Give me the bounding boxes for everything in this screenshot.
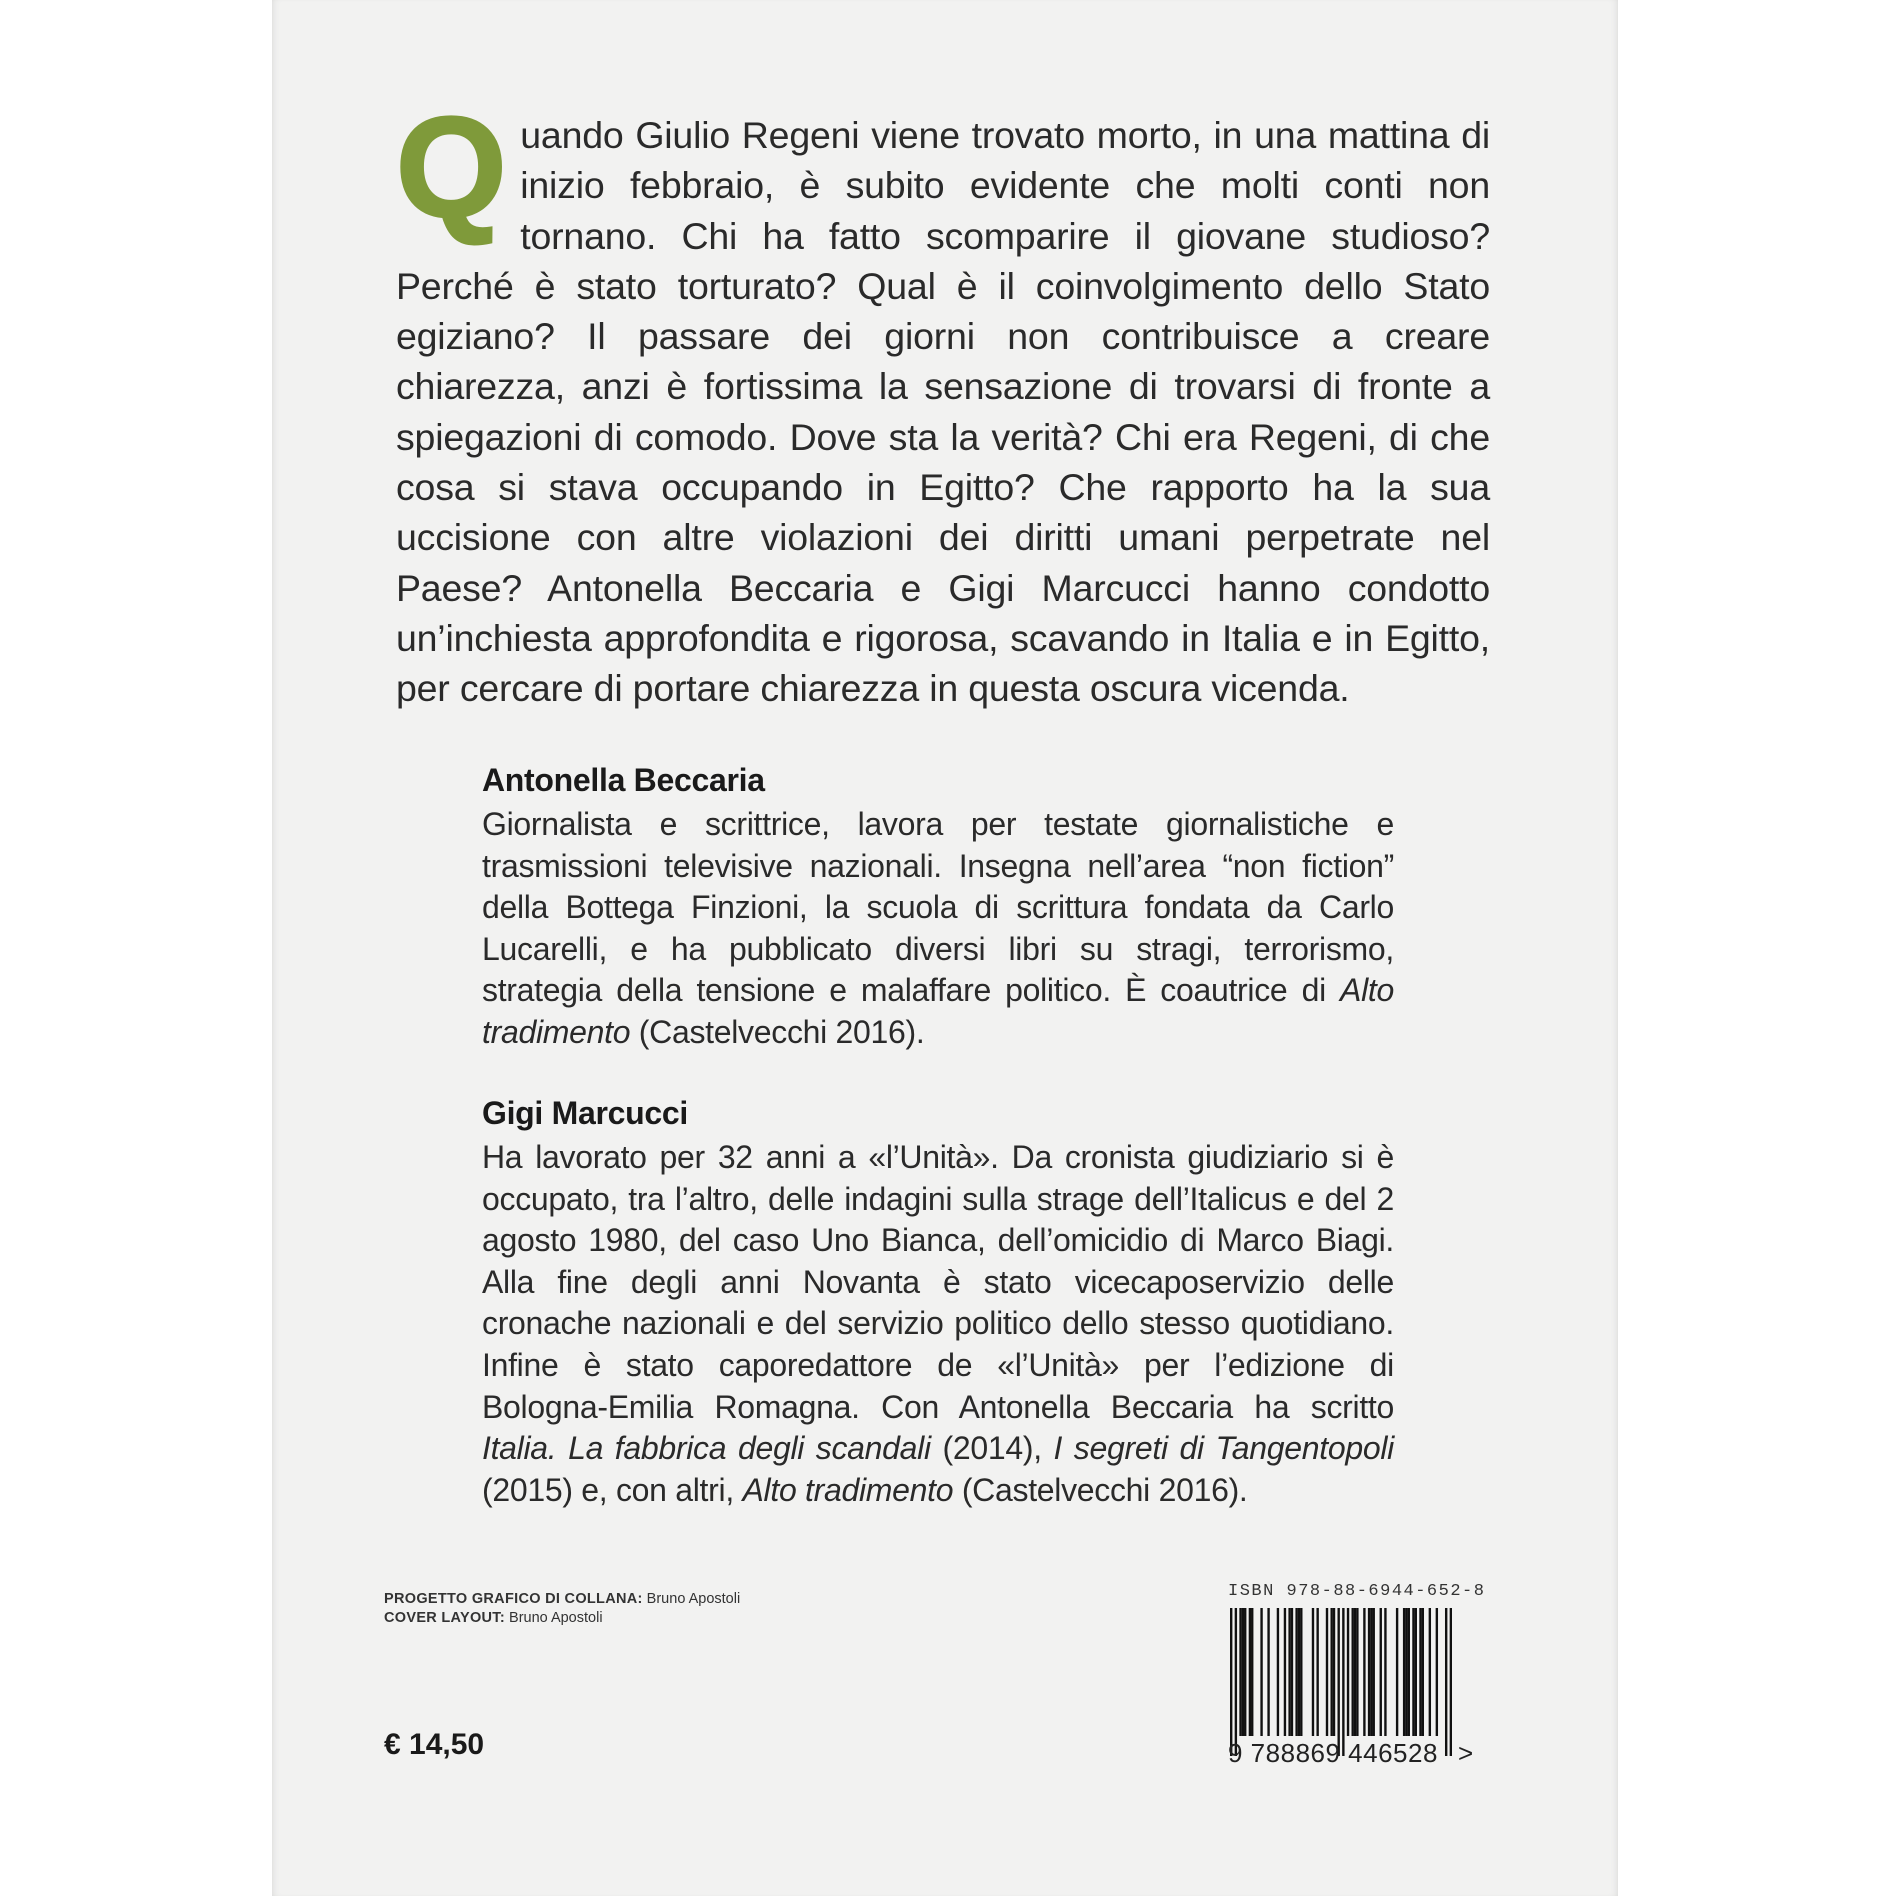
barcode-bar: [1354, 1608, 1356, 1736]
bio-text-part: (Castelvecchi 2016).: [953, 1471, 1248, 1508]
barcode-bar: [1403, 1608, 1405, 1736]
credit-label: PROGETTO GRAFICO DI COLLANA:: [384, 1591, 643, 1607]
bio-text-part: Giornalista e scrittrice, lavora per testate giornalistiche e trasmissioni televisive nazionali. Insegna nell’area “non fiction” della Bottega Finzioni, la scuola di scrittura fondata da Carlo Lucarelli, e ha pubblicato diversi libri su stragi, terrorismo, strategia della tensione e malaffare politico. È coautrice di: [482, 806, 1394, 1009]
credit-label: COVER LAYOUT:: [384, 1610, 505, 1626]
barcode: [1230, 1608, 1452, 1756]
bio-text-part: Ha lavorato per 32 anni a «l’Unità». Da cronista giudiziario si è occupato, tra l’altro, delle indagini sulla strage dell’Italicus e del 2 agosto 1980, del caso Uno Bianca, dell’omicidio di Marco Biagi. Alla fine degli anni Novanta è stato vicecaposervizio delle cronache nazionali e del servizio politico dello stesso quotidiano. Infine è stato caporedattore de «l’Unità» per l’edizione di Bologna-Emilia Romagna. Con Antonella Beccaria ha scritto: [482, 1139, 1394, 1425]
drop-cap: Q: [396, 88, 507, 247]
barcode-bar: [1300, 1608, 1302, 1736]
barcode-bar: [1422, 1608, 1424, 1736]
barcode-bar: [1415, 1608, 1417, 1736]
author-name: Antonella Beccaria: [482, 762, 765, 798]
barcode-bar: [1373, 1608, 1375, 1736]
barcode-bar: [1368, 1608, 1370, 1736]
isbn-label: ISBN 978-88-6944-652-8: [1228, 1582, 1486, 1601]
barcode-bar: [1235, 1608, 1237, 1756]
book-title: Italia. La fabbrica degli scandali: [482, 1430, 931, 1467]
barcode-bar: [1260, 1608, 1262, 1736]
blurb-text: uando Giulio Regeni viene trovato morto, in una mattina di inizio febbraio, è subito evidente che molti conti non tornano. Chi ha fatto scomparire il giovane studioso? Perché è stato torturato? Qual è il coinvolgimento dello Stato egiziano? Il passare dei giorni non contribuisce a creare chiarezza, anzi è fortissima la sensazione di trovarsi di fronte a spiegazioni di comodo. Dove sta la verità? Chi era Regeni, di che cosa si stava occupando in Egitto? Che rapporto ha la sua uccisione con altre violazioni dei diritti umani perpetrate nel Paese? Antonella Beccaria e Gigi Marcucci hanno condotto un’inchiesta approfondita e rigorosa, scavando in Italia e in Egitto, per cercare di portare chiarezza in questa oscura vicenda.: [396, 114, 1490, 710]
barcode-bar: [1412, 1608, 1414, 1736]
barcode-bar: [1291, 1608, 1293, 1736]
barcode-bar: [1347, 1608, 1349, 1736]
barcode-bar: [1239, 1608, 1241, 1736]
barcode-bar: [1363, 1608, 1365, 1736]
barcode-bar: [1333, 1608, 1335, 1736]
barcode-arrow: >: [1458, 1738, 1474, 1768]
series-design-credit: [384, 1590, 740, 1609]
bio-text-part: (2014),: [930, 1430, 1054, 1467]
bio-text-part: (Castelvecchi 2016).: [630, 1013, 925, 1050]
blurb-paragraph: [396, 88, 1490, 714]
barcode-bar: [1445, 1608, 1447, 1756]
barcode-bar: [1295, 1608, 1297, 1736]
cover-layout-credit: [384, 1609, 740, 1628]
barcode-bar: [1450, 1608, 1452, 1756]
barcode-bar: [1384, 1608, 1386, 1736]
barcode-bar: [1316, 1608, 1318, 1736]
book-title: Alto tradimento: [482, 972, 1394, 1050]
barcode-bar: [1429, 1608, 1431, 1736]
barcode-bar: [1249, 1608, 1251, 1736]
credit-value: Bruno Apostoli: [642, 1591, 741, 1607]
author-bio-marcucci: [482, 1093, 1394, 1511]
author-bio-beccaria: [482, 760, 1394, 1054]
barcode-digits: 9 788869 446528: [1228, 1738, 1438, 1768]
author-bio-text: [482, 804, 1394, 1054]
price-label: € 14,50: [384, 1728, 485, 1761]
barcode-bar: [1408, 1608, 1410, 1736]
author-bio-text: [482, 1137, 1394, 1511]
barcode-bar: [1419, 1608, 1421, 1736]
author-name: Gigi Marcucci: [482, 1095, 688, 1131]
barcode-bar: [1330, 1608, 1332, 1736]
barcode-bar: [1251, 1608, 1253, 1736]
barcode-bar: [1380, 1608, 1382, 1736]
barcode-bar: [1267, 1608, 1269, 1736]
credit-value: Bruno Apostoli: [505, 1610, 603, 1626]
bio-text-part: (2015) e, con altri,: [482, 1471, 743, 1508]
barcode-bar: [1342, 1608, 1344, 1756]
barcode-bar: [1288, 1608, 1290, 1736]
barcode-bar: [1337, 1608, 1339, 1756]
barcode-bar: [1352, 1608, 1354, 1736]
barcode-bar: [1326, 1608, 1328, 1736]
barcode-bar: [1242, 1608, 1244, 1736]
barcode-bar: [1312, 1608, 1314, 1736]
barcode-bar: [1230, 1608, 1232, 1756]
design-credits: [384, 1590, 740, 1628]
barcode-bar: [1244, 1608, 1246, 1736]
barcode-bar: [1370, 1608, 1372, 1736]
book-title: I segreti di Tangentopoli: [1053, 1430, 1394, 1467]
barcode-bar: [1356, 1608, 1358, 1736]
book-title: Alto tradimento: [742, 1471, 954, 1508]
barcode-bar: [1284, 1608, 1286, 1736]
barcode-bar: [1277, 1608, 1279, 1736]
barcode-bar: [1405, 1608, 1407, 1736]
barcode-bar: [1298, 1608, 1300, 1736]
barcode-bar: [1396, 1608, 1398, 1736]
barcode-bar: [1436, 1608, 1438, 1736]
